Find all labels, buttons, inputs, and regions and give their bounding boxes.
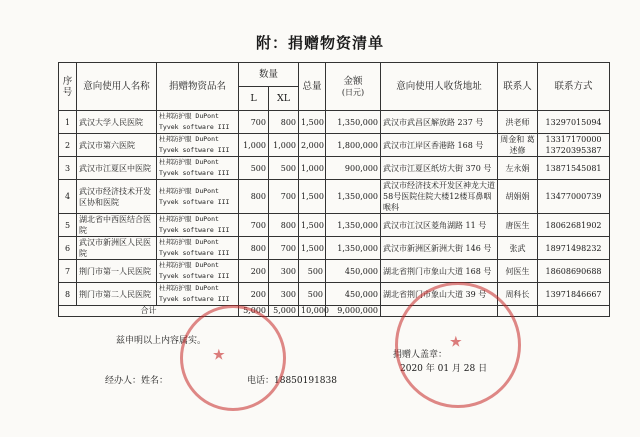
row-amount: 450,000: [326, 283, 381, 306]
row-phone: 18608690688: [538, 260, 610, 283]
row-total: 1,500: [299, 237, 326, 260]
table-row: [59, 157, 610, 180]
row-contact: 何医生: [498, 260, 538, 283]
seal-stamp-right: ★: [395, 282, 521, 408]
table-row: [59, 134, 610, 157]
totals-label: 合计: [59, 306, 239, 317]
row-contact: 唐医生: [498, 214, 538, 237]
row-phone: 13971846667: [538, 283, 610, 306]
row-contact: 洪老师: [498, 111, 538, 134]
row-phone: 13477000739: [538, 180, 610, 214]
row-XL: 700: [269, 180, 299, 214]
row-seq: 7: [59, 260, 77, 283]
row-hospital: 湖北省中西医结合医院: [77, 214, 157, 237]
row-seq: 6: [59, 237, 77, 260]
row-XL: 300: [269, 283, 299, 306]
row-XL: 700: [269, 237, 299, 260]
row-hospital: 武汉市经济技术开发区协和医院: [77, 180, 157, 214]
row-address: 武汉市江夏区纸坊大街 370 号: [381, 157, 498, 180]
row-item: 杜邦防护服 DuPont Tyvek software III: [157, 157, 239, 180]
row-total: 1,500: [299, 214, 326, 237]
row-seq: 8: [59, 283, 77, 306]
row-item: 杜邦防护服 DuPont Tyvek software III: [157, 111, 239, 134]
row-address: 武汉市江汉区菱角湖路 11 号: [381, 214, 498, 237]
row-phone: 18062681902: [538, 214, 610, 237]
row-seq: 2: [59, 134, 77, 157]
row-item: 杜邦防护服 DuPont Tyvek software III: [157, 260, 239, 283]
row-address: 武汉市江岸区香港路 168 号: [381, 134, 498, 157]
row-amount: 1,350,000: [326, 180, 381, 214]
header-amount: 金额 (日元): [326, 63, 381, 111]
header-XL: XL: [269, 87, 299, 111]
table-row: [59, 283, 610, 306]
header-item: 捐赠物资品名: [157, 63, 239, 111]
header-hospital: 意向使用人名称: [77, 63, 157, 111]
row-XL: 1,000: [269, 134, 299, 157]
donation-table: [58, 62, 610, 317]
row-amount: 1,800,000: [326, 134, 381, 157]
header-contact: 联系人: [498, 63, 538, 111]
seal-stamp-left: ★: [180, 305, 286, 411]
row-seq: 1: [59, 111, 77, 134]
row-address: 湖北省荆门市象山大道 168 号: [381, 260, 498, 283]
header-seq: 序号: [59, 63, 77, 111]
row-total: 1,000: [299, 157, 326, 180]
row-XL: 500: [269, 157, 299, 180]
row-item: 杜邦防护服 DuPont Tyvek software III: [157, 283, 239, 306]
row-XL: 800: [269, 214, 299, 237]
row-address: 武汉市武昌区解放路 237 号: [381, 111, 498, 134]
row-phone: 13871545081: [538, 157, 610, 180]
row-item: 杜邦防护服 DuPont Tyvek software III: [157, 214, 239, 237]
row-L: 700: [239, 111, 269, 134]
row-XL: 300: [269, 260, 299, 283]
row-L: 200: [239, 283, 269, 306]
row-L: 200: [239, 260, 269, 283]
row-contact: 胡娟娟: [498, 180, 538, 214]
header-L: L: [239, 87, 269, 111]
donor-label: 捐赠人盖章：: [393, 350, 448, 360]
table-row: [59, 260, 610, 283]
row-L: 800: [239, 180, 269, 214]
row-hospital: 武汉市新洲区人民医院: [77, 237, 157, 260]
row-item: 杜邦防护服 DuPont Tyvek software III: [157, 180, 239, 214]
header-address: 意向使用人收货地址: [381, 63, 498, 111]
agent-label: 经办人：姓名：: [105, 376, 169, 386]
page-title: 附：捐赠物资清单: [255, 34, 384, 52]
row-phone: 18971498232: [538, 237, 610, 260]
row-amount: 1,350,000: [326, 237, 381, 260]
row-amount: 450,000: [326, 260, 381, 283]
agent-phone: 电话：18850191838: [247, 376, 337, 386]
totals-total: 10,000: [299, 306, 326, 317]
row-L: 700: [239, 214, 269, 237]
row-amount: 900,000: [326, 157, 381, 180]
table-row: [59, 180, 610, 214]
row-amount: 1,350,000: [326, 214, 381, 237]
row-hospital: 荆门市第二人民医院: [77, 283, 157, 306]
row-hospital: 武汉市江夏区中医院: [77, 157, 157, 180]
row-seq: 4: [59, 180, 77, 214]
row-L: 800: [239, 237, 269, 260]
table-row: [59, 214, 610, 237]
row-hospital: 武汉大学人民医院: [77, 111, 157, 134]
totals-XL: 5,000: [269, 306, 299, 317]
totals-amount: 9,000,000: [326, 306, 381, 317]
table-row: [59, 237, 610, 260]
row-hospital: 荆门市第一人民医院: [77, 260, 157, 283]
table-row: [59, 111, 610, 134]
row-L: 1,000: [239, 134, 269, 157]
row-contact: 周金和 葛述修: [498, 134, 538, 157]
declaration-note: 兹申明以上内容属实。: [116, 336, 207, 346]
header-phone: 联系方式: [538, 63, 610, 111]
row-hospital: 武汉市第六医院: [77, 134, 157, 157]
row-L: 500: [239, 157, 269, 180]
row-address: 武汉市经济技术开发区神龙大道 58号医院住院大楼12楼耳鼻咽喉科: [381, 180, 498, 214]
row-address: 武汉市新洲区新洲大街 146 号: [381, 237, 498, 260]
totals-row: [59, 306, 610, 317]
header-qty: 数量: [239, 63, 299, 87]
row-item: 杜邦防护服 DuPont Tyvek software III: [157, 237, 239, 260]
row-total: 500: [299, 260, 326, 283]
row-seq: 5: [59, 214, 77, 237]
row-amount: 1,350,000: [326, 111, 381, 134]
row-address: 湖北省荆门市象山大道 39 号: [381, 283, 498, 306]
row-phone: 13297015094: [538, 111, 610, 134]
row-total: 1,500: [299, 180, 326, 214]
row-contact: 周科长: [498, 283, 538, 306]
row-contact: 左永娟: [498, 157, 538, 180]
row-item: 杜邦防护服 DuPont Tyvek software III: [157, 134, 239, 157]
row-phone: 13317170000 13720395387: [538, 134, 610, 157]
totals-L: 5,000: [239, 306, 269, 317]
row-contact: 张武: [498, 237, 538, 260]
date: 2020 年 01 月 28 日: [400, 364, 488, 374]
row-total: 1,500: [299, 111, 326, 134]
row-seq: 3: [59, 157, 77, 180]
row-total: 2,000: [299, 134, 326, 157]
header-total: 总量: [299, 63, 326, 111]
row-total: 500: [299, 283, 326, 306]
row-XL: 800: [269, 111, 299, 134]
